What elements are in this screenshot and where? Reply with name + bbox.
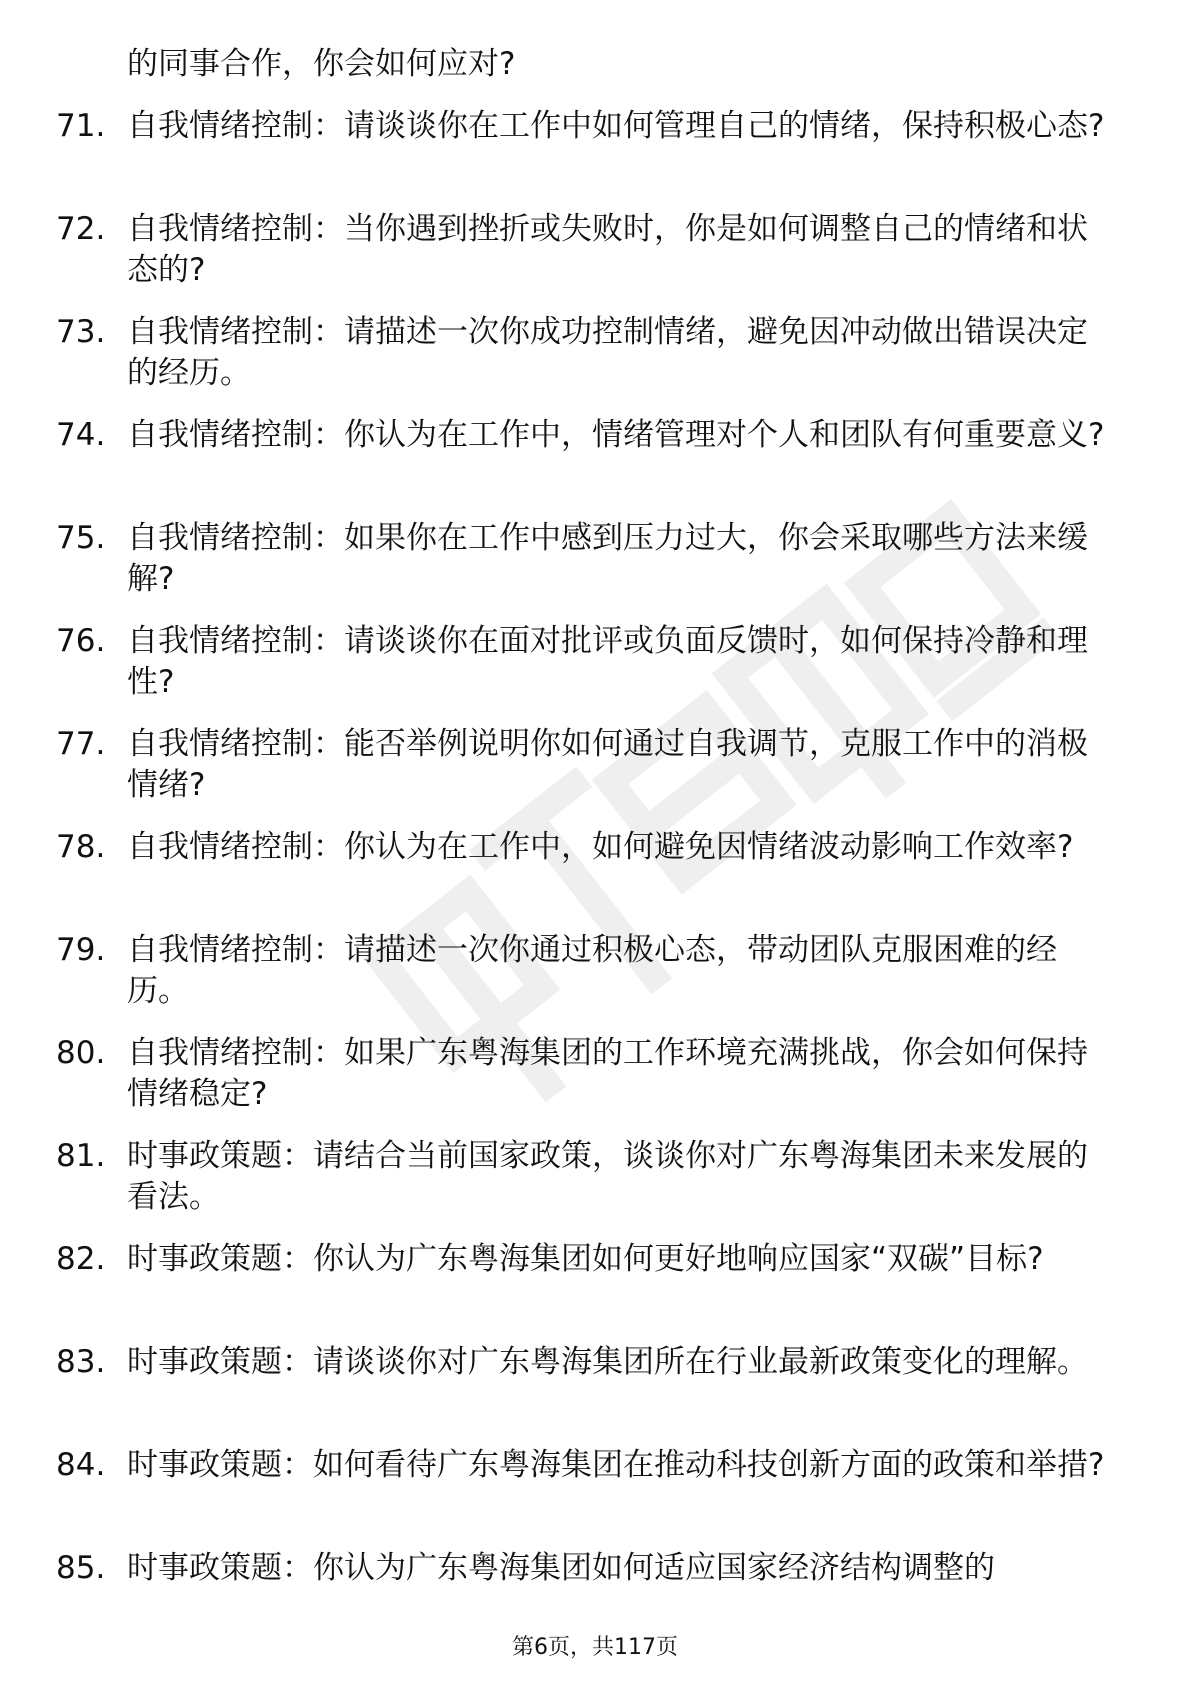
item-text: 自我情绪控制：当你遇到挫折或失败时，你是如何调整自己的情绪和状态的? [127, 211, 1088, 288]
list-item [0, 312, 1190, 394]
item-text: 自我情绪控制：请谈谈你在工作中如何管理自己的情绪，保持积极心态? [127, 108, 1105, 144]
list-item [0, 1445, 1190, 1527]
list-item [0, 1548, 1190, 1589]
list-item [0, 209, 1190, 291]
list-item [0, 106, 1190, 188]
item-text: 自我情绪控制：请谈谈你在面对批评或负面反馈时，如何保持冷静和理性? [127, 623, 1088, 700]
list-item [0, 415, 1190, 497]
item-number: 73. [56, 314, 106, 350]
item-text: 时事政策题：请谈谈你对广东粤海集团所在行业最新政策变化的理解。 [127, 1344, 1088, 1380]
item-text: 时事政策题：你认为广东粤海集团如何更好地响应国家“双碳”目标? [127, 1241, 1044, 1277]
question-list [0, 44, 1190, 1589]
list-item [0, 827, 1190, 909]
item-text: 时事政策题：如何看待广东粤海集团在推动科技创新方面的政策和举措? [127, 1447, 1105, 1483]
item-number: 84. [56, 1447, 106, 1483]
list-item [0, 1239, 1190, 1321]
item-number: 74. [56, 417, 106, 453]
list-item [0, 518, 1190, 600]
item-text: 自我情绪控制：能否举例说明你如何通过自我调节，克服工作中的消极情绪? [127, 726, 1088, 803]
list-item [0, 621, 1190, 703]
list-item [0, 1342, 1190, 1424]
item-number: 81. [56, 1138, 106, 1174]
list-item [0, 724, 1190, 806]
item-number: 77. [56, 726, 106, 762]
item-number: 80. [56, 1035, 106, 1071]
item-number: 71. [56, 108, 106, 144]
item-number: 82. [56, 1241, 106, 1277]
item-number: 76. [56, 623, 106, 659]
item-number: 78. [56, 829, 106, 865]
item-number: 85. [56, 1550, 106, 1586]
item-text: 时事政策题：请结合当前国家政策，谈谈你对广东粤海集团未来发展的看法。 [127, 1138, 1088, 1215]
item-number: 79. [56, 932, 106, 968]
item-text: 自我情绪控制：如果你在工作中感到压力过大，你会采取哪些方法来缓解? [127, 520, 1088, 597]
list-item [0, 930, 1190, 1012]
item-text: 自我情绪控制：你认为在工作中，情绪管理对个人和团队有何重要意义? [127, 417, 1105, 453]
item-text: 自我情绪控制：你认为在工作中，如何避免因情绪波动影响工作效率? [127, 829, 1074, 865]
item-number: 83. [56, 1344, 106, 1380]
item-text: 自我情绪控制：请描述一次你通过积极心态，带动团队克服困难的经历。 [127, 932, 1057, 1009]
item-text: 时事政策题：你认为广东粤海集团如何适应国家经济结构调整的 [127, 1550, 995, 1586]
item-number: 72. [56, 211, 106, 247]
item-text: 自我情绪控制：如果广东粤海集团的工作环境充满挑战，你会如何保持情绪稳定? [127, 1035, 1088, 1112]
item-number: 75. [56, 520, 106, 556]
page-footer: 第6页，共117页 [512, 1635, 678, 1660]
item-text: 自我情绪控制：请描述一次你成功控制情绪，避免因冲动做出错误决定的经历。 [127, 314, 1088, 391]
continued-line: 的同事合作，你会如何应对? [127, 46, 516, 82]
list-item [0, 1033, 1190, 1115]
list-item [0, 1136, 1190, 1218]
